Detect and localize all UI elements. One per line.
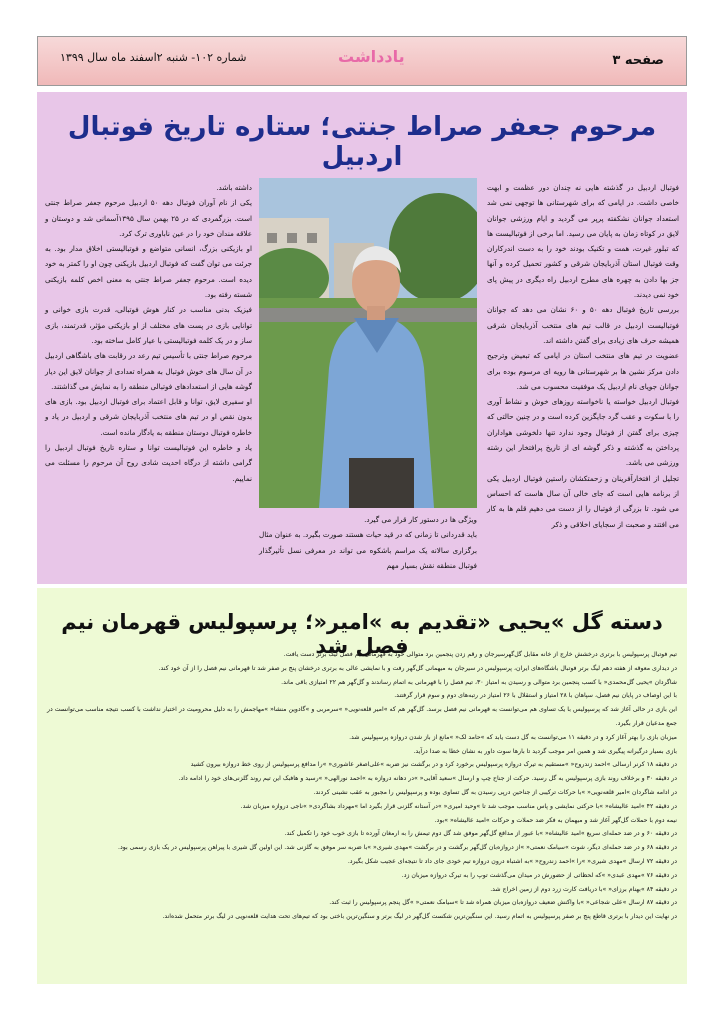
section-title: یادداشت xyxy=(338,47,405,66)
paragraph: بازی بسیار درگیرانه پیگیری شد و همین امر موجب گردید تا بارها سوت داور به نشان خطا به صدا درآید. xyxy=(413,747,677,755)
page-number: صفحه ۳ xyxy=(612,53,664,68)
paragraph: در دقیقه ۷۶ »مهدی عبدی« »که لحظاتی از حضورش در میدان می‌گذشت توپ را به تیرک دروازه میزبان زد. xyxy=(401,871,677,879)
paragraph: ویژگی ها در دستور کار قرار می گیرد. xyxy=(364,515,477,524)
paragraph: بررسی تاریخ فوتبال دهه ۵۰ و ۶۰ نشان می دهد که جوانان فوتبالیست اردبیل در قالب تیم های منتخب آذربایجان شرقی همیشه حرف های زیادی برای گفتن داشته اند. xyxy=(487,305,680,345)
paragraph: مرحوم صراط جنتی با تأسیس تیم رعد در رقابت های باشگاهی اردبیل در آن سال های خوش فوتبال به همراه تعدادی از جوانان لایق این دیار گوشه هایی از استعدادهای فوتبالی منطقه را به نمایش می گذاشتند. xyxy=(45,351,252,391)
paragraph: عضویت در تیم های منتخب استان در ایامی که تبعیض وترجیح دادن مرکز نشین ها بر شهرستانی ها رویه ای مرسوم بوده برای جوانان جویای نام اردبیل یک موفقیت محسوب می شد. xyxy=(487,351,679,391)
paragraph: او بازیکنی بزرگ، انسانی متواضع و فوتبالیستی اخلاق مدار بود. به جرئت می توان گفت که فوتبال اردبیل بازیکنی چون او را کمتر به خود دیده است. مرحوم جعفر صراط جنتی به معنی اخص کلمه بازیکنی شسته رفته بود. xyxy=(45,244,252,300)
paragraph: در نهایت این دیدار با برتری قاطع پنج بر صفر پرسپولیس به اتمام رسید. این سنگین‌ترین شکست گل‌گهر در لیگ برتر و سنگین‌ترین باختی بود که تیم‌های تحت هدایت قلعه‌نویی در لیگ برتر متحمل شده‌اند. xyxy=(162,913,677,921)
paragraph: این بازی در حالی آغاز شد که پرسپولیس با یک تساوی هم می‌توانست به قهرمانی نیم فصل برسد. گل‌گهر هم که »امیر قلعه‌نویی« »سرمربی و »گادوین منشا« »مهاجمش را به دلیل محرومیت در اختیار نداشت با کسب نتیجه مناسب می‌توانست در جمع مدعیان قرار بگیرد. xyxy=(47,706,677,727)
paragraph: باید قدردانی تا زمانی که در قید حیات هستند صورت بگیرد. به عنوان مثال برگزاری سالانه یک مراسم باشکوه می تواند در معرفی نسل تأثیرگذار فوتبال منطقه نقش بسیار مهم xyxy=(259,530,477,570)
paragraph: نیمه دوم با حملات گل‌گهر آغاز شد و میهمان به فکر ضد حملات و حرکات »امید عالیشاه« »بود. xyxy=(434,816,677,824)
paragraph: با این اوصاف در پایان نیم فصل، سپاهان با ۲۸ امتیاز و استقلال با ۲۶ امتیاز در رتبه‌های دوم و سوم قرار گرفتند. xyxy=(394,692,677,700)
article-title: دسته گل »یحیی «تقدیم به »امیر«؛ پرسپولیس قهرمان نیم فصل شد xyxy=(61,610,663,658)
paragraph: او سفیری لایق، توانا و قابل اعتماد برای فوتبال اردبیل بود. بازی های بدون نقص او در تیم های منتخب آذربایجان شرقی و اردبیل در یاد و خاطره فوتبال دوستان منطقه به یادگار مانده است. xyxy=(45,397,252,437)
paragraph: فوتبال اردبیل خواسته یا ناخواسته روزهای خوش و نشاط آوری را با سکوت و عقب گرد جایگزین کرده است و در چنین حالتی که چیزی برای گفتن از فوتبال وجود ندارد تنها دلخوشی هواداران پرداختن به گذشته و ذکر گوشه ای از تاریخ پرافتخار این رشته ورزشی می باشد. xyxy=(487,397,679,468)
paragraph: در ادامه شاگردان »امیر قلعه‌نویی« »با حرکات ترکیبی از جناحین درپی رسیدن به گل تساوی بوده و پرسپولیس را مجبور به عقب نشینی کردند. xyxy=(313,788,677,796)
paragraph: تجلیل از افتخارآفرینان و زحمتکشان راستین فوتبال اردبیل یکی از برنامه هایی است که جای خالی آن سال هاست که احساس می شود. تا بزرگی از فوتبال را از دست می دهیم قلم ها به کار می افتند و صحبت از سجایای اخلاقی و ذکر xyxy=(487,473,679,529)
paragraph: فوتبال اردبیل در گذشته هایی نه چندان دور عظمت و ابهت خاصی داشت. در ایامی که برای شهرستانی ها توجهی نمی شد استعداد جوانان نشکفته پرپر می گردید و ایام ورزشی جوانان لایق در کوتاه زمان به پایان می رسید. اما برخی از فوتبالیست ها که تبلور غیرت، همت و تکنیک بودند خود را به دست اندرکاران وقت فوتبال استان آذربایجان شرقی و کشور تحمیل کرده و آنها جز بها دادن به چهره های مطرح اردبیل راه دیگری در پیش پای خود نمی دیدند. xyxy=(487,183,679,300)
column-left xyxy=(45,180,252,486)
paragraph: در دقیقه ۸۷ ارسال »علی شجاعی« »با واکنش ضعیف دروازه‌بان میزبان همراه شد تا »سیامک نعمتی« »گل پنجم پرسپولیس را ثبت کند. xyxy=(329,899,677,907)
paragraph: یکی از نام آوران فوتبال دهه ۵۰ اردبیل مرحوم جعفر صراط جنتی است. بزرگمردی که در ۲۵ بهمن سال ۱۳۹۵آسمانی شد و دوستان و علاقه مندان خود را در عین ناباوری ترک کرد. xyxy=(45,198,252,238)
article-title: مرحوم جعفر صراط جنتی؛ ستاره تاریخ فوتبال اردبیل xyxy=(67,112,657,172)
paragraph: میزبان بازی را بهتر آغاز کرد و در دقیقه ۱۱ می‌توانست به گل دست یابد که »حامد لک« »مانع از باز شدن دروازه پرسپولیس شد. xyxy=(349,733,677,741)
issue-info: شماره ۱۰۲- شنبه ۲اسفند ماه سال ۱۳۹۹ xyxy=(60,51,247,64)
paragraph: در دقیقه ۷۲ ارسال »مهدی شیری« »را »احمد زندروح« »به اشتباه درون دروازه تیم خودی جای داد تا نتیجه‌ای عجیب شکل بگیرد. xyxy=(347,857,677,865)
paragraph: در دقیقه ۶۸ و در ضد حمله‌ای دیگر، شوت »سیامک نعمتی« »از دروازه‌بان گل‌گهر برگشت و در برگشت »مهدی شیری« »با ضربه سر موفق به گلزنی شد. این اولین گل شیری با پیراهن پرسپولیس در یک بازی رسمی بود. xyxy=(118,844,677,852)
paragraph: در دقیقه ۶۰ و در ضد حمله‌ای سریع »امید عالیشاه« »با عبور از مدافع گل‌گهر موفق شد گل دوم تیمش را به ارمغان آورده تا بازی خوب خود را تکمیل کند. xyxy=(284,830,677,838)
page-header xyxy=(37,36,687,86)
paragraph: شاگردان »یحیی گل‌محمدی« با کسب پنجمین برد متوالی و رسیدن به امتیاز ۳۰، تیم فصل را با قهرمانی به اتمام رساندند و گل‌گهر هم ۲۲ امتیازی باقی ماند. xyxy=(281,678,677,686)
paragraph: در دیداری معوقه از هفته دهم لیگ برتر فوتبال باشگاه‌های ایران، پرسپولیس در سیرجان به میهمانی گل‌گهر رفت و با نمایشی عالی به برتری درخشان پنج بر صفر شد تا قهرمانی نیم فصل را از آن خود کند. xyxy=(158,664,677,672)
paragraph: در دقیقه ۱۸ کرنر ارسالی »احمد زندروح« »مستقیم به تیرک دروازه پرسپولیس برخورد کرد و در برگشت نیز ضربه »علی‌اصغر عاشوری« »را مدافع پرسپولیس از روی خط دروازه بیرون کشید xyxy=(190,761,677,769)
article-obituary xyxy=(37,92,687,584)
paragraph: در دقیقه ۳۰ و برخلاف روند بازی پرسپولیس به گل رسید. حرکت از جناح چپ و ارسال »سعید آقایی« »در دهانه دروازه به »احمد نورالهی« »رسید و هافبک این تیم روند گلزنی‌های خود را ادامه داد. xyxy=(178,775,677,783)
paragraph: در دقیقه ۴۲ »امید عالیشاه« »با حرکتی نمایشی و پاس مناسب موجب شد تا »وحید امیری« »در آستانه گلزنی قرار بگیرد اما »مهرداد بشاگردی« »ناجی دروازه میزبان شد. xyxy=(240,802,677,810)
paragraph: فیزیک بدنی مناسب در کنار هوش فوتبالی، قدرت بازی خوانی و توانایی بازی در پست های مختلف از او بازیکنی مؤثر، قدرتمند، بازی ساز و در یک کلمه فوتبالیستی با عیار کامل ساخته بود. xyxy=(45,305,252,345)
paragraph: داشته باشد. xyxy=(216,183,252,192)
article-body xyxy=(47,648,677,924)
paragraph: یاد و خاطره این فوتبالیست توانا و ستاره تاریخ فوتبال اردبیل را گرامی داشته از درگاه احدیت شادی روح آن مرحوم را مسئلت می نماییم. xyxy=(45,443,252,483)
paragraph: در دقیقه ۸۴ »بهنام برزای« »با دریافت کارت زرد دوم از زمین اخراج شد. xyxy=(490,885,677,893)
column-middle xyxy=(259,512,477,573)
paragraph: تیم فوتبال پرسپولیس با برتری درخشش خارج از خانه مقابل گل‌گهرسیرجان و رقم زدن پنجمین برد متوالی خود به قهرمانی نیم فصل لیگ برتر دست یافت. xyxy=(283,651,677,658)
portrait-photo xyxy=(259,178,477,508)
column-right xyxy=(487,180,679,532)
article-football-match xyxy=(37,588,687,984)
